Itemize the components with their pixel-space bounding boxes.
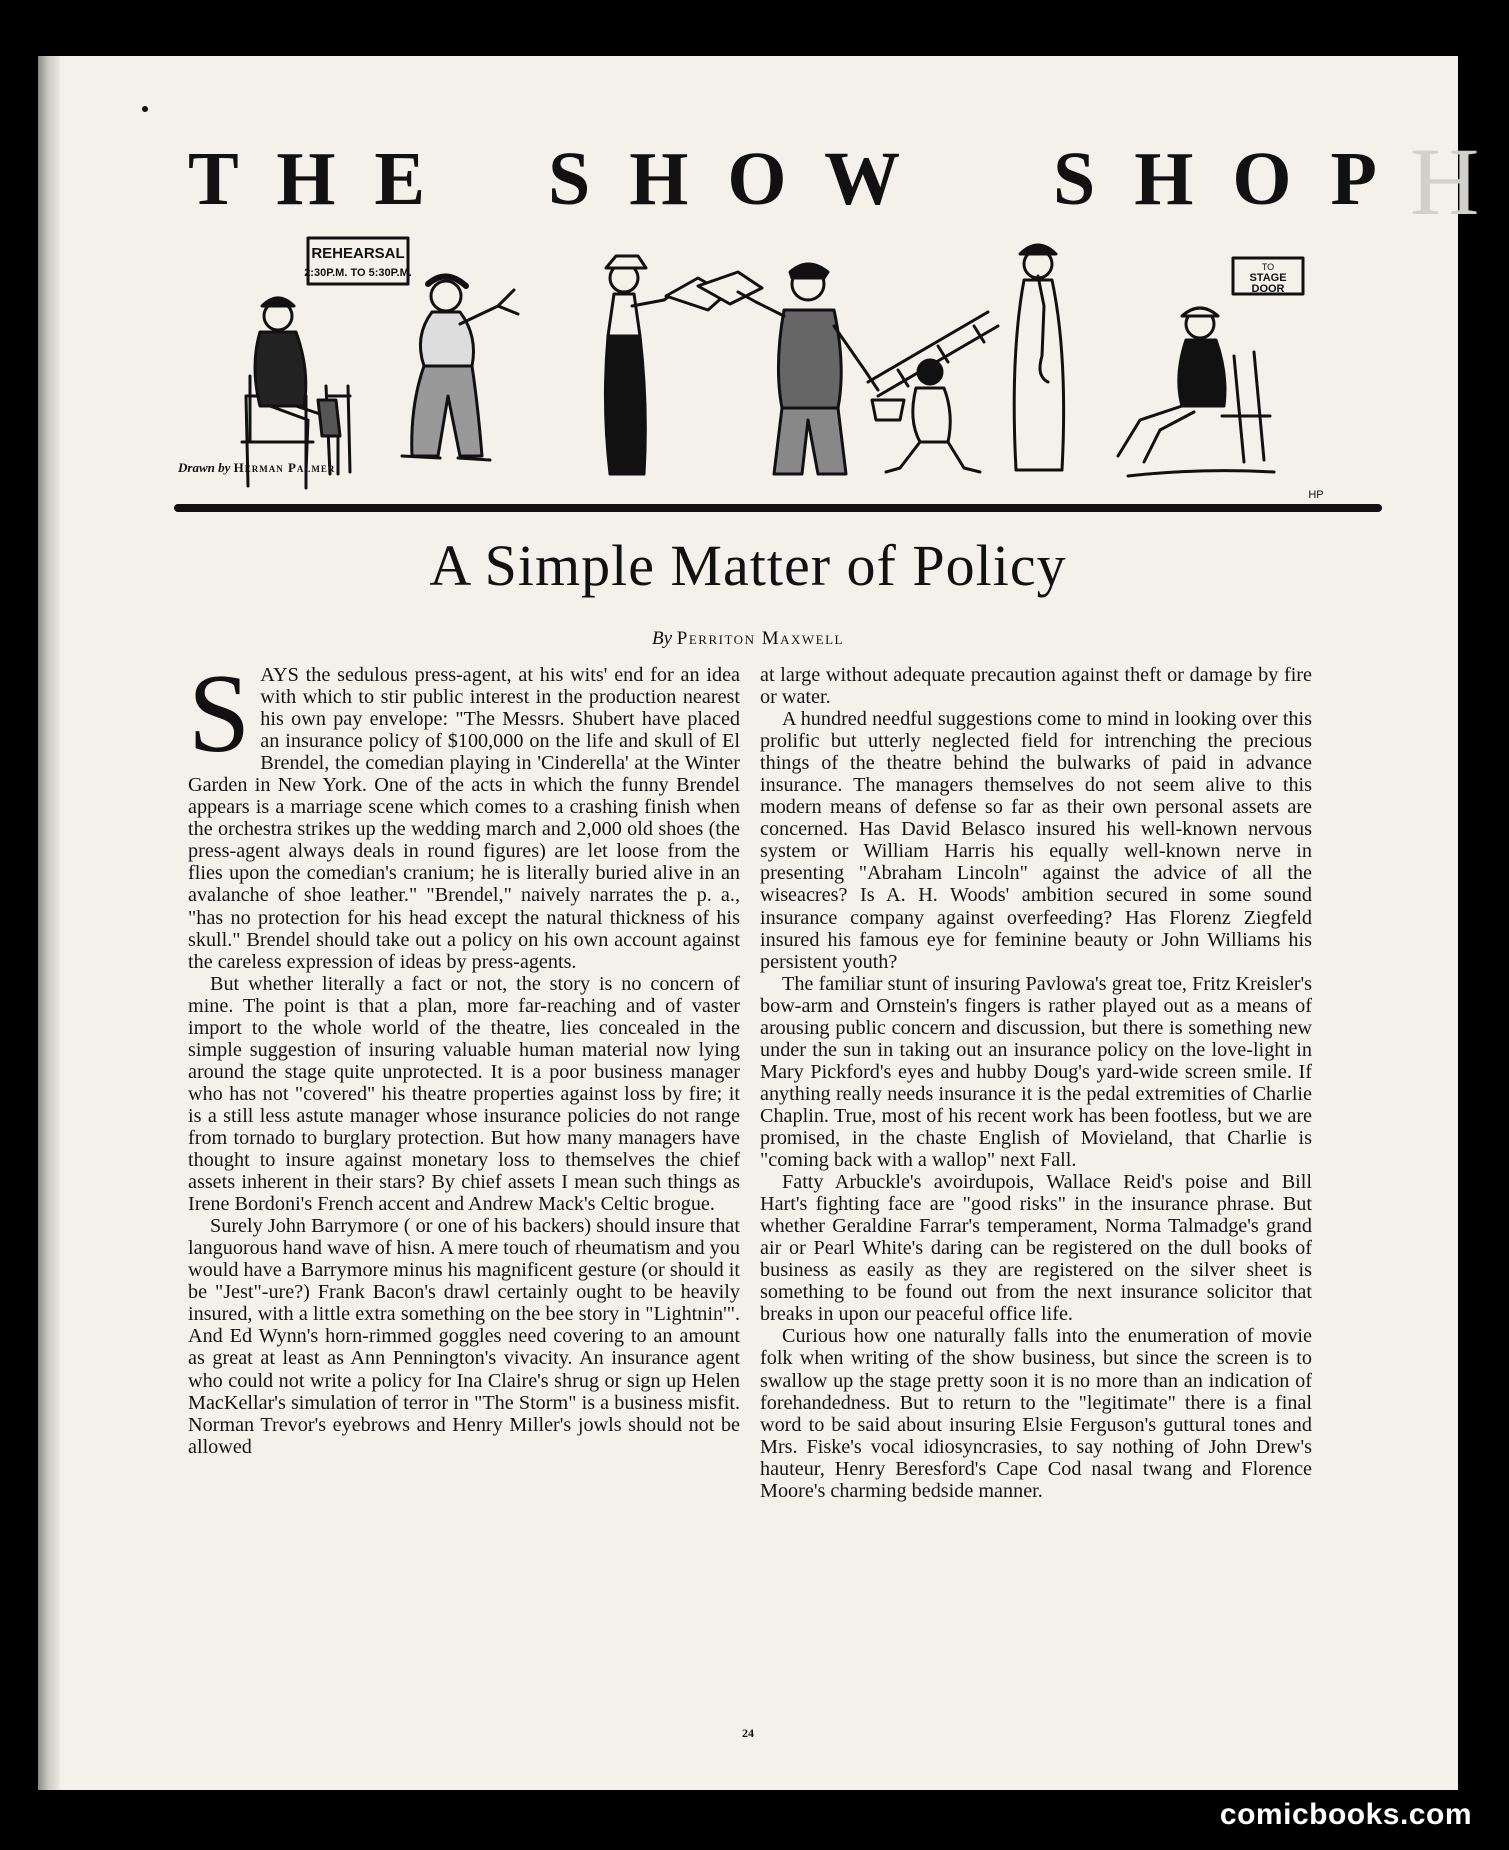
stage-door-sign-line: STAGE: [1249, 272, 1287, 284]
byline-prefix: By: [652, 628, 673, 649]
magazine-page: [38, 56, 1509, 1790]
site-watermark: comicbooks.com: [1219, 1798, 1472, 1831]
article-title: A Simple Matter of Policy: [429, 533, 1067, 598]
article-paragraph: But whether literally a fact or not, the story is no concern of mine. The point is that a plan, more far-reaching and of vaster import to the whole world of the theatre, lies concealed in the simple suggestion of insuring valuable human material now lying around the stage quite unprotected. It is a poor business manager who has not "covered" his theatre properties against loss by fire; it is a still less astute manager whose insurance policies do not range from tornado to burglary protection. But how many managers have thought to insure against monetary loss to themselves the chief assets inherent in their stars? By chief assets I mean such things as Irene Bordoni's French accent and Andrew Mack's Celtic brogue.: [188, 972, 740, 1216]
article-column-right: [760, 664, 1312, 1716]
masthead-word: S H O W: [548, 137, 911, 221]
article-paragraph: A hundred needful suggestions come to mind in looking over this prolific but utterly neglected field for intrenching the precious things of the theatre behind the bulwarks of paid in advance insurance. The managers themselves do not seem alive to this modern means of defense so far as their own personal assets are concerned. Has David Belasco insured his well-known nervous system or William Harris his equally well-known nerve in presenting "Abraham Lincoln" against the advice of all the wiseacres? Is A. H. Woods' ambition secured in some sound insurance company against overfeeding? Has Florenz Ziegfeld insured his famous eye for feminine beauty or John Williams his persistent youth?: [760, 708, 1312, 973]
drop-cap: S: [188, 652, 251, 776]
masthead-word: T H E: [188, 137, 436, 221]
illustration-credit: [178, 460, 335, 476]
page-number: 24: [742, 1726, 754, 1740]
rehearsal-sign-line: REHEARSAL: [311, 245, 405, 262]
ink-dot: [142, 106, 148, 112]
article-paragraph: The familiar stunt of insuring Pavlowa's great toe, Fritz Kreisler's bow-arm and Ornstein's fingers is rather played out as a means of arousing public concern and discussion, but there is something new under the sun in taking out an insurance policy on the love-light in Mary Pickford's eyes and hubby Doug's yard-wide screen smile. If anything really needs insurance it is the pedal extremities of Charlie Chaplin. True, most of his recent work has been footless, but we are promised, in the chaste English of Movieland, that Charlie is "coming back with a wallop" next Fall.: [760, 972, 1312, 1172]
stage-door-sign-line: DOOR: [1251, 283, 1285, 295]
credit-artist: Herman Palmer: [233, 460, 336, 475]
rehearsal-sign-line: 2:30P.M. TO 5:30P.M.: [304, 267, 412, 279]
page-gutter: [38, 56, 60, 1790]
article-paragraph: [188, 652, 740, 973]
paragraph-text: AYS the sedulous press-agent, at his wits' end for an idea with which to stir public interest in the production nearest his own pay envelope: "The Messrs. Shubert have placed an insurance policy of $100,000 on the life and skull of El Brendel, the comedian playing in 'Cinderella' at the Winter Garden in New York. One of the acts in which the funny Brendel appears is a marriage scene which comes to a crashing finish when the orchestra strikes up the wedding march and 2,000 old shoes (the press-agent always deals in round figures) are let loose from the flies upon the comedian's cranium; he is literally buried alive in an avalanche of shoe leather." "Brendel," naively narrates the p. a., "has no protection for his head except the natural thickness of his skull." Brendel should take out a policy on his own account against the careless expression of ideas by press-agents.: [188, 664, 740, 973]
article-paragraph: Surely John Barrymore ( or one of his backers) should insure that languorous hand wave of hisn. A mere touch of rheumatism and you would have a Barrymore minus his magnificent gesture (or should it be "Jest"-ure?) Frank Bacon's drawl certainly ought to be heavily insured, with a little extra something on the bee story in "Lightnin'". And Ed Wynn's horn-rimmed goggles need covering to an amount as great at least as Ann Pennington's vivacity. An insurance agent who could not write a policy for Ina Claire's shrug or sign up Helen MacKellar's simulation of terror in "The Storm" is a business misfit. Norman Trevor's eyebrows and Henry Miller's jowls should not be allowed: [188, 1215, 740, 1458]
article-paragraph: Curious how one naturally falls into the enumeration of movie folk when writing of the show business, but since the screen is to swallow up the stage pretty soon it is no more than an indication of forehandedness. But to return to the "legitimate" there is a final word to be said about insuring Elsie Ferguson's guttural tones and Mrs. Fiske's vocal idiosyncrasies, to say nothing of John Drew's hauteur, Henry Beresford's Cape Cod nasal twang and Florence Moore's charming bedside manner.: [760, 1325, 1312, 1502]
masthead-word: S H O P: [1053, 137, 1387, 221]
byline-author: Perriton Maxwell: [676, 628, 844, 649]
artist-initials: HP: [1308, 489, 1324, 501]
article-paragraph: Fatty Arbuckle's avoirdupois, Wallace Reid's poise and Bill Hart's fighting face are "good risks" in the insurance phrase. But whether Geraldine Farrar's temperament, Norma Talmadge's grand air or Pearl White's daring can be registered on the dull books of business as easily as they are registered on the silver sheet is something to be found out from the next insurance solicitor that breaks in upon our peaceful office life.: [760, 1171, 1312, 1326]
bleed-through-text: H: [1410, 128, 1509, 235]
credit-prefix: Drawn by: [178, 460, 231, 475]
article-paragraph: at large without adequate precaution against theft or damage by fire or water.: [760, 664, 1312, 709]
article-column-left: [188, 652, 740, 1716]
rehearsal-cartoon-illustration: [178, 206, 1378, 526]
stage-door-sign-line: TO: [1261, 262, 1275, 272]
article-byline: [38, 628, 1458, 650]
